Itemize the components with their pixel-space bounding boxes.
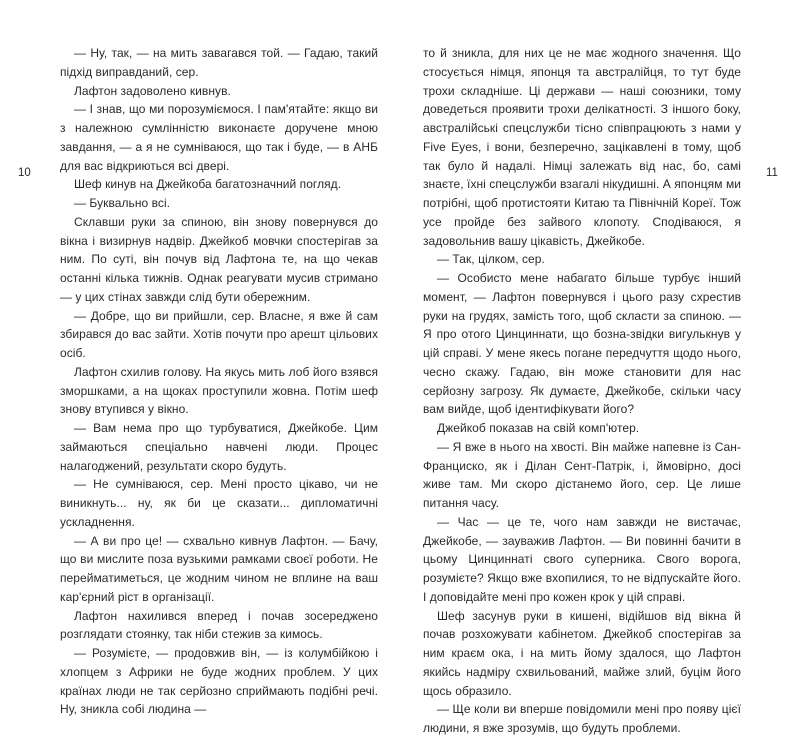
paragraph: — Час — це те, чого нам завжди не вистачає, Джейкобе, — зауважив Лафтон. — Ви повинні бачити в цьому Цинциннаті свого суперника. Свого ворога, розумієте? Якщо вже вхопилися, то не відпускайте його. І доповідайте мені про кожен крок у цій справі.: [423, 514, 741, 604]
paragraph-continued: то й зникла, для них це не має жодного значення. Що стосується німця, японця та австралійця, то тут буде трохи складніше. Ці держави — наші союзники, тому доведеться проявити трохи делікатності. З іншого боку, австралійські спецслужби тісно співпрацюють з нами у Five Eyes, і вони, безперечно, зацікавлені в тому, щоб так було й надалі. Німці залежать від нас, бо, самі знаєте, їхні спецслужби взагалі нікудишні. А японцям ми потрібні, щоб протистояти Китаю та Північній Кореї. Тож усе пройде без зайвого клопоту. Сподіваюся, я задовольнив вашу цікавість, Джейкобе.: [423, 46, 741, 248]
paragraph: Шеф засунув руки в кишені, відійшов від вікна й почав розхожувати кабінетом. Джейкоб спостерігав за ним краєм ока, і на мить йому здалося, що Лафтон якийсь надміру схвильований, майже злий, буцім його щось образило.: [423, 608, 741, 698]
page-number-left: 10: [18, 167, 31, 179]
paragraph: — І знав, що ми порозуміємося. І пам'ятайте: якщо ви з належною сумлінністю виконаєте доручене мною завдання, — а я не сумніваюся, що так і буде, — в АНБ для вас відкриються всі двері.: [60, 102, 378, 173]
paragraph: Склавши руки за спиною, він знову повернувся до вікна і визирнув надвір. Джейкоб мовчки спостерігав за ним. По суті, він почув від Лафтона те, на що чекав останні кілька тижнів. Однак реагувати мусив стримано — у цих стінах завжди слід бути обережним.: [60, 214, 378, 304]
paragraph: — А ви про це! — схвально кивнув Лафтон. — Бачу, що ви мислите поза вузькими рамками своєї роботи. Не перейматиметься, це жодним чином не вплине на ваш кар'єрний ріст в організації.: [60, 533, 378, 604]
paragraph: — Не сумніваюся, сер. Мені просто цікаво, чи не виникнуть... ну, як би це сказати... дипломатичні ускладнення.: [60, 477, 378, 529]
paragraph: Шеф кинув на Джейкоба багатозначний погляд.: [74, 177, 342, 192]
paragraph: — Ну, так, — на мить завагався той. — Гадаю, такий підхід виправданий, сер.: [60, 46, 378, 79]
paragraph: Джейкоб показав на свій комп'ютер.: [437, 421, 640, 435]
paragraph: — Вам нема про що турбуватися, Джейкобе. Цим займаються спеціально навчені люди. Процес налагоджений, результати скоро будуть.: [60, 421, 378, 473]
paragraph: — Я вже в нього на хвості. Він майже напевне із Сан-Франциско, як і Ділан Сент-Патрік, і, ймовірно, досі живе там. Ми скоро дістанемо його, сер. Це лише питання часу.: [423, 439, 741, 510]
paragraph: — Добре, що ви прийшли, сер. Власне, я вже й сам збирався до вас зайти. Хотів почути про арешт цільових осіб.: [60, 308, 378, 360]
left-page: [60, 44, 378, 719]
paragraph: — Особисто мене набагато більше турбує інший момент, — Лафтон повернувся і цього разу схрестив руки на грудях, замість того, щоб скласти за спиною. — Я про отого Цинциннати, що бозна-звідки вигулькнув у цій справі. У мене якесь погане передчуття щодо нього, чесно скажу. Гадаю, він може становити для нас серйозну загрозу. Як думаєте, Джейкобе, скільки часу вам вийде, щоб ідентифікувати його?: [423, 271, 741, 417]
paragraph: — Розумієте, — продовжив він, — із колумбійкою і хлопцем з Африки не буде жодних проблем. У цих країнах люди не так серйозно сприймають подібні речі. Ну, зникла собі людина —: [60, 646, 378, 717]
paragraph: — Ще коли ви вперше повідомили мені про появу цієї людини, я вже зрозумів, що будуть проблеми.: [423, 702, 741, 735]
paragraph: — Так, цілком, сер.: [437, 252, 545, 267]
paragraph: — Буквально всі.: [74, 196, 171, 210]
paragraph: Лафтон схилив голову. На якусь мить лоб його взявся зморшками, а на щоках проступили жовна. Потім шеф знову втупився у вікно.: [60, 364, 378, 417]
right-page: [423, 44, 741, 738]
paragraph: Лафтон задоволено кивнув.: [74, 83, 231, 98]
paragraph: Лафтон нахилився вперед і почав зосереджено розглядати стоянку, так ніби стежив за кимось.: [60, 608, 378, 642]
page-number-right: 11: [766, 167, 778, 179]
